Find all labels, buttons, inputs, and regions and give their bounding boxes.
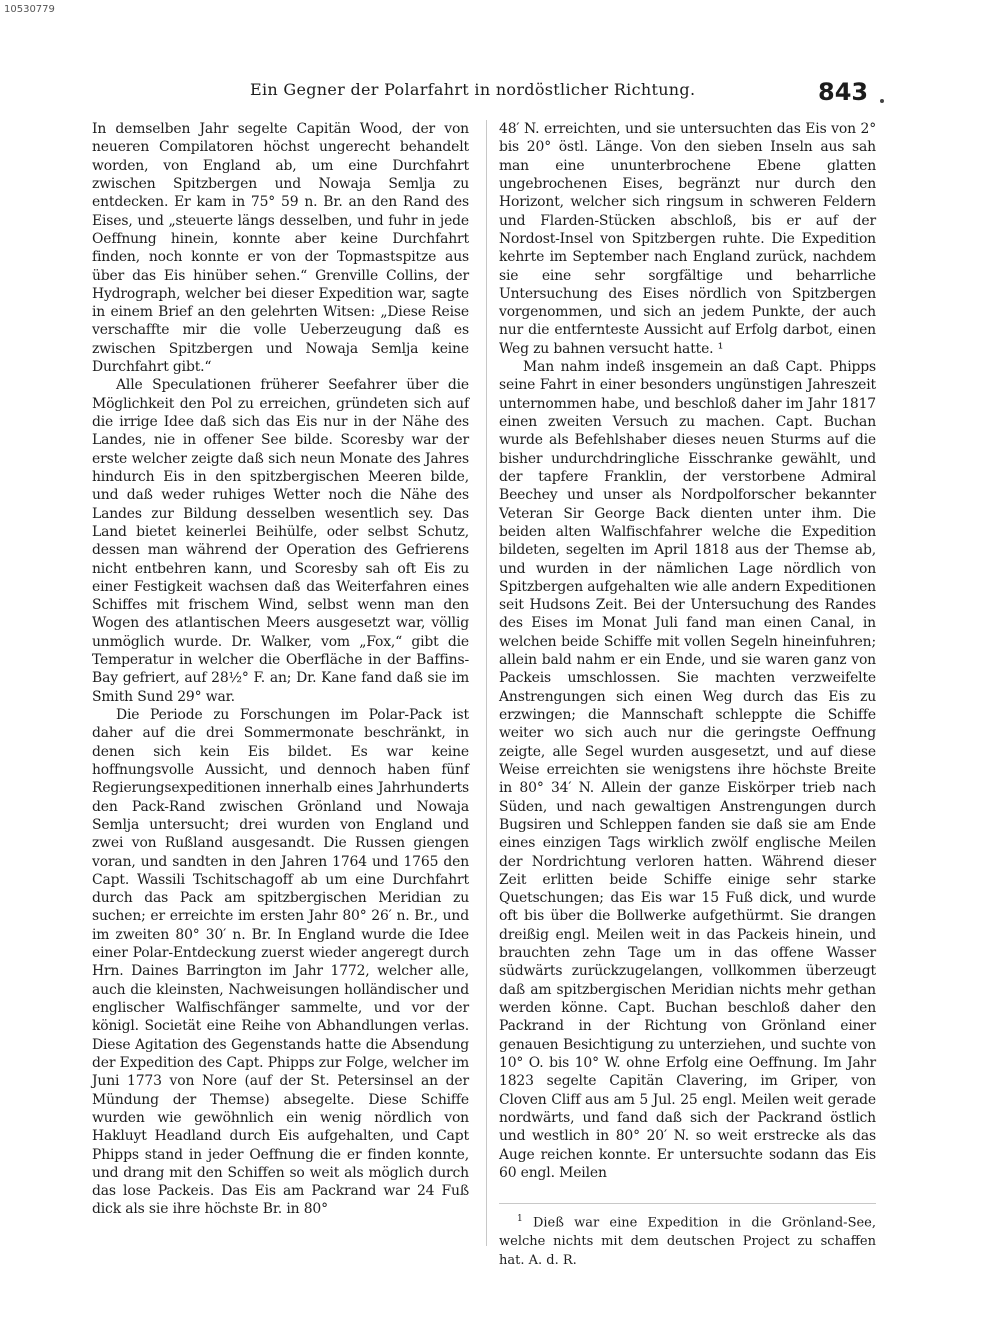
paragraph: In demselben Jahr segelte Capitän Wood, der von neueren Compilatoren höchst ungerecht behandelt worden, von England ab, um eine Durchfahrt zwischen Spitzbergen und Nowaja Semlja zu entdecken. Er kam in 75° 59 n. Br. an den Rand des Eises, und „steuerte längs desselben, und fuhr in jede Oeffnung hinein, konnte aber keine Durchfahrt finden, noch konnte er von der Topmastspitze aus über das Eis hinüber sehen.“ Grenville Collins, der Hydrograph, welcher bei dieser Expedition war, sagte in einem Brief an den gelehrten Witsen: „Diese Reise verschaffte mir die volle Ueberzeugung daß es zwischen Spitzbergen und Nowaja Semlja keine Durchfahrt gibt.“	[92, 121, 469, 376]
footnote-text: Dieß war eine Expedition in die Grönland-See, welche nichts mit dem deutschen Project zu schaffen hat. A. d. R.	[499, 1215, 876, 1269]
page-mark-dot	[880, 99, 884, 103]
paragraph: Die Periode zu Forschungen im Polar-Pack ist daher auf die drei Sommermonate beschränkt, in denen sich kein Eis bildet. Es war keine hoffnungsvolle Aussicht, und dennoch haben fünf Regierungsexpeditionen innerhalb eines Jahrhunderts den Pack-Rand zwischen Grönland und Nowaja Semlja untersucht; drei wurden von England und zwei von Rußland ausgesandt. Die Russen giengen voran, und sandten in den Jahren 1764 und 1765 den Capt. Wassili Tschitschagoff ab um eine Durchfahrt durch das Pack am spitzbergischen Meridian zu suchen; er erreichte im ersten Jahr 80° 26′ n. Br., und im zweiten 80° 30′ n. Br. In England wurde die Idee einer Polar-Entdeckung zuerst wieder angeregt durch Hrn. Daines Barrington im Jahr 1772, welcher alle, auch die kleinsten, Nachweisungen holländischer und englischer Walfischfänger sammelte, und vor der königl. Societät eine Reihe von Abhandlungen verlas. Diese Agitation des Gegenstands hatte die Absendung der Expedition des Capt. Phipps zur Folge, welcher im Juni 1773 von Nore (auf der St. Petersinsel an der Mündung der Themse) absegelte. Diese Schiffe wurden wie gewöhnlich ein wenig nördlich von Hakluyt Headland durch Eis aufgehalten, und Capt Phipps stand in jeder Oeffnung die er finden konnte, und drang mit den Schiffen so weit als möglich durch das lose Packeis. Das Eis am Packrand war 24 Fuß dick als sie ihre höchste Br. in 80°	[92, 707, 469, 1218]
footnote	[499, 1210, 876, 1270]
footnote-divider	[499, 1203, 876, 1204]
paragraph: Alle Speculationen früherer Seefahrer über die Möglichkeit den Pol zu erreichen, gründeten sich auf die irrige Idee daß sich das Eis nur in der Nähe des Landes, nie in offener See bilde. Scoresby war der erste welcher zeigte daß sich neun Monate des Jahres hindurch Eis in den spitzbergischen Meeren bilde, und daß weder ruhiges Wetter noch die Nähe des Landes zur Bildung desselben wesentlich sey. Das Land bietet keinerlei Beihülfe, oder selbst Schutz, dessen man während der Operation des Gefrierens nicht entbehren kann, und Scoresby sah oft Eis zu einer Festigkeit wachsen daß das Weiterfahren eines Schiffes mit frischem Wind, selbst wenn man den Wogen des atlantischen Meers ausgesetzt war, völlig unmöglich wurde. Dr. Walker, vom „Fox,“ gibt die Temperatur in welcher die Oberfläche in der Baffins-Bay gefriert, auf 28½° F. an; Dr. Kane fand daß sie im Smith Sund 29° war.	[92, 377, 469, 705]
footnote-marker: 1	[517, 1214, 523, 1224]
column-divider	[486, 120, 487, 1246]
left-column	[92, 120, 469, 1219]
scan-id-label: 10530779	[4, 4, 55, 15]
right-column	[499, 120, 876, 1182]
running-title: Ein Gegner der Polarfahrt in nordöstlicher Richtung.	[250, 80, 696, 99]
page-number: 843	[818, 78, 869, 106]
paragraph: Man nahm indeß insgemein an daß Capt. Phipps seine Fahrt in einer besonders ungünstigen Jahreszeit unternommen habe, und beschloß daher im Jahr 1817 einen zweiten Versuch zu machen. Capt. Buchan wurde als Befehlshaber dieses neuen Sturms auf die bisher undurchdringliche Eisschranke gewählt, und der tapfere Franklin, der verstorbene Admiral Beechey und unser als Nordpolforscher bekannter Veteran Sir George Back dienten unter ihm. Die beiden alten Walfischfahrer welche die Expedition bildeten, segelten im April 1818 aus der Themse ab, und wurden in der nämlichen Lage nördlich von Spitzbergen aufgehalten wie alle andern Expeditionen seit Hudsons Zeit. Bei der Untersuchung des Randes des Eises im Monat Juli fand man einen Canal, in welchen beide Schiffe mit vollen Segeln hineinfuhren; allein bald nahm er ein Ende, und sie waren ganz von Packeis umschlossen. Sie machten verzweifelte Anstrengungen sich einen Weg durch das Eis zu erzwingen; die Mannschaft schleppte die Schiffe weiter wo sich auch nur die geringste Oeffnung zeigte, alle Segel wurden ausgesetzt, und auf diese Weise erreichten sie wenigstens ihre höchste Breite in 80° 34′ N. Allein der ganze Eiskörper trieb nach Süden, und nach gewaltigen Anstrengungen durch Bugsiren und Schleppen fanden sie daß sie am Ende eines einzigen Tags wirklich zwölf englische Meilen der Nordrichtung verloren hatten. Während dieser Zeit erlitten beide Schiffe einige sehr starke Quetschungen; das Eis war 15 Fuß dick, und wurde oft bis über die Bollwerke aufgethürmt. Sie drangen dreißig engl. Meilen weit in das Packeis hinein, und brauchten zehn Tage um in das offene Wasser südwärts zurückzugelangen, vollkommen überzeugt daß am spitzbergischen Meridian nichts mehr gethan werden könne. Capt. Buchan beschloß daher den Packrand in der Richtung von Grönland einer genauen Besichtigung zu unterziehen, und suchte von 10° O. bis 10° W. ohne Erfolg eine Oeffnung. Im Jahr 1823 segelte Capitän Clavering, im Griper, von Cloven Cliff aus am 5 Jul. 25 engl. Meilen weit gerade nordwärts, und fand daß sich der Packrand östlich und westlich in 80° 20′ N. so weit erstrecke als das Auge reichen konnte. Er untersuchte sodann das Eis 60 engl. Meilen	[499, 359, 876, 1181]
paragraph: 48′ N. erreichten, und sie untersuchten das Eis von 2° bis 20° östl. Länge. Von den sieben Inseln aus sah man eine ununterbrochene Ebene glatten ungebrochenen Eises, begränzt nur durch den Horizont, welcher sich ringsum in schweren Feldern und Flarden-Stücken abschloß, bis er auf der Nordost-Insel von Spitzbergen ruhte. Die Expedition kehrte im September nach England zurück, nachdem sie eine sehr sorgfältige und beharrliche Untersuchung des Eises nördlich von Spitzbergen vorgenommen, und sich an jedem Punkte, der auch nur die entfernteste Aussicht auf Erfolg darbot, einen Weg zu bahnen versucht hatte. ¹	[499, 121, 876, 357]
